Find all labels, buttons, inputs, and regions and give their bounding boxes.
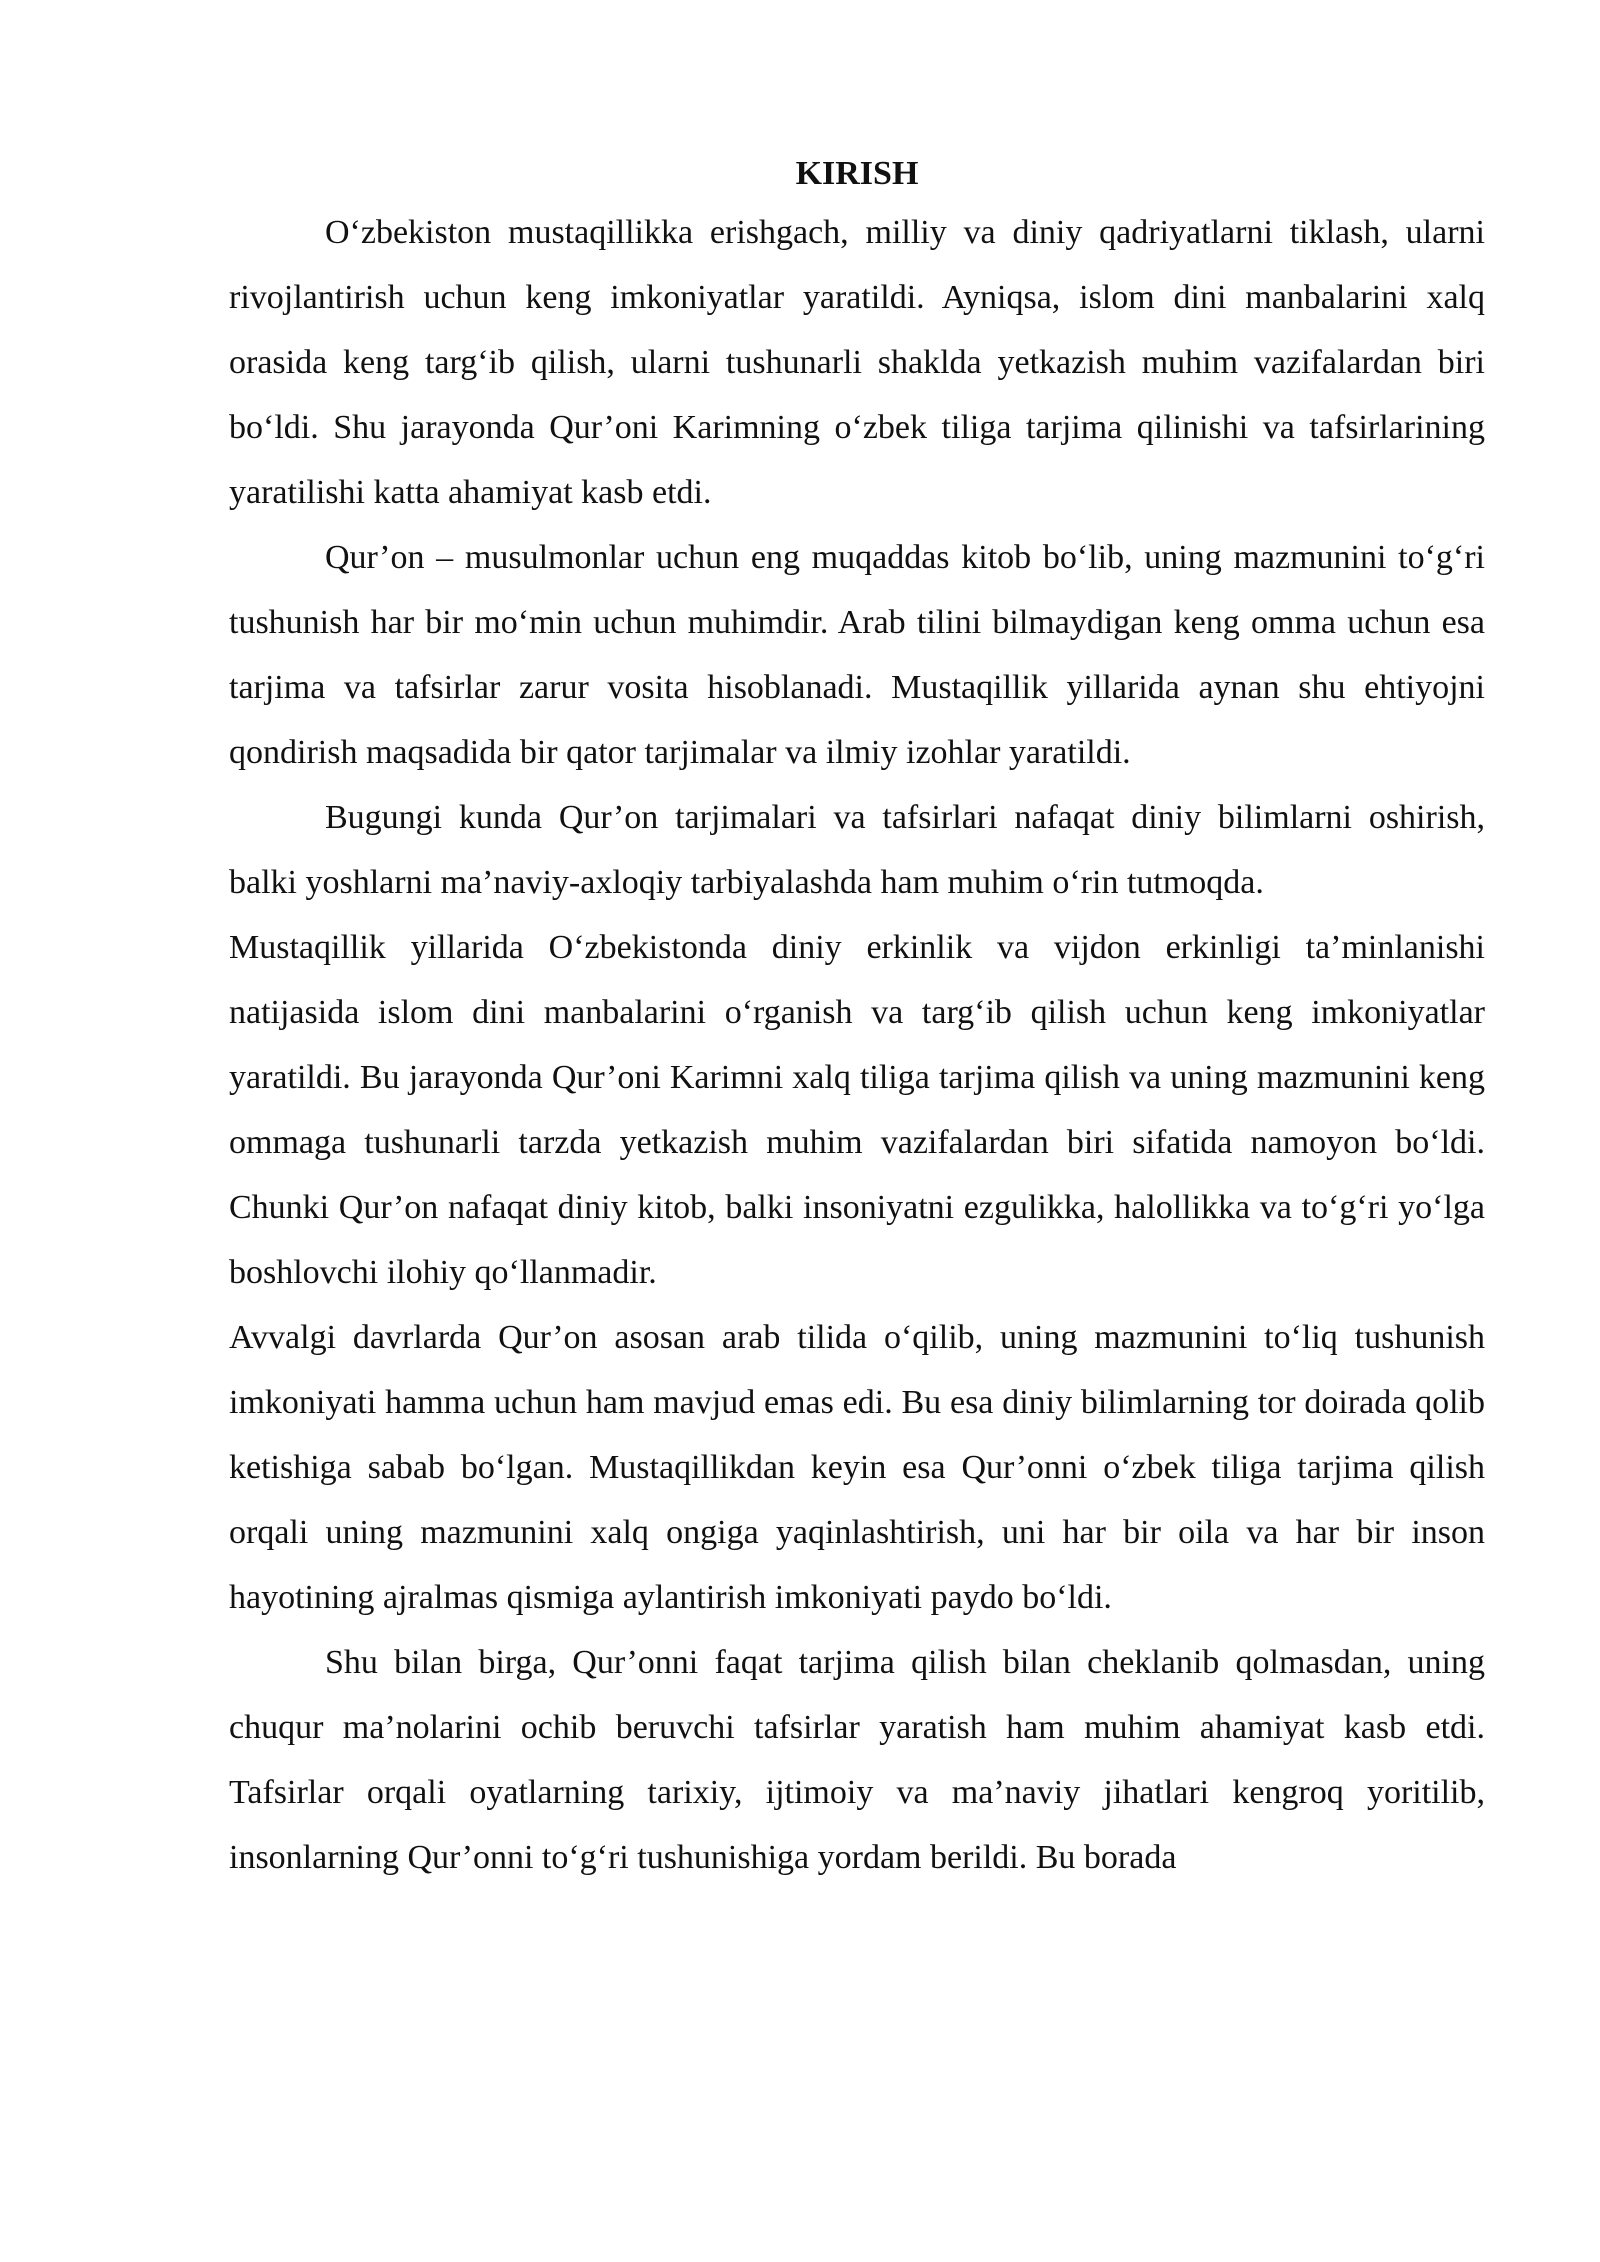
paragraph: Bugungi kunda Qur’on tarjimalari va tafsirlari nafaqat diniy bilimlarni oshirish, balki yoshlarni ma’naviy-axloqiy tarbiyalashda ham muhim o‘rin tutmoqda. <box>229 799 1485 901</box>
paragraph: O‘zbekiston mustaqillikka erishgach, milliy va diniy qadriyatlarni tiklash, ularni rivojlantirish uchun keng imkoniyatlar yaratildi. Ayniqsa, islom dini manbalarini xalq orasida keng targ‘ib qilish, ularni tushunarli shaklda yetkazish muhim vazifalardan biri bo‘ldi. Shu jarayonda Qur’oni Karimning o‘zbek tiliga tarjima qilinishi va tafsirlarining yaratilishi katta ahamiyat kasb etdi. <box>229 214 1485 511</box>
paragraph: Shu bilan birga, Qur’onni faqat tarjima qilish bilan cheklanib qolmasdan, uning chuqur ma’nolarini ochib beruvchi tafsirlar yaratish ham muhim ahamiyat kasb etdi. Tafsirlar orqali oyatlarning tarixiy, ijtimoiy va ma’naviy jihatlari kengroq yoritilib, insonlarning Qur’onni to‘g‘ri tushunishiga yordam berildi. Bu borada <box>229 1644 1485 1876</box>
paragraph: Qur’on – musulmonlar uchun eng muqaddas kitob bo‘lib, uning mazmunini to‘g‘ri tushunish har bir mo‘min uchun muhimdir. Arab tilini bilmaydigan keng omma uchun esa tarjima va tafsirlar zarur vosita hisoblanadi. Mustaqillik yillarida aynan shu ehtiyojni qondirish maqsadida bir qator tarjimalar va ilmiy izohlar yaratildi. <box>229 539 1485 771</box>
paragraph: Avvalgi davrlarda Qur’on asosan arab tilida o‘qilib, uning mazmunini to‘liq tushunish imkoniyati hamma uchun ham mavjud emas edi. Bu esa diniy bilimlarning tor doirada qolib ketishiga sabab bo‘lgan. Mustaqillikdan keyin esa Qur’onni o‘zbek tiliga tarjima qilish orqali uning mazmunini xalq ongiga yaqinlashtirish, uni har bir oila va har bir inson hayotining ajralmas qismiga aylantirish imkoniyati paydo bo‘ldi. <box>229 1319 1485 1616</box>
paragraph: Mustaqillik yillarida O‘zbekistonda diniy erkinlik va vijdon erkinligi ta’minlanishi natijasida islom dini manbalarini o‘rganish va targ‘ib qilish uchun keng imkoniyatlar yaratildi. Bu jarayonda Qur’oni Karimni xalq tiliga tarjima qilish va uning mazmunini keng ommaga tushunarli tarzda yetkazish muhim vazifalardan biri sifatida namoyon bo‘ldi. Chunki Qur’on nafaqat diniy kitob, balki insoniyatni ezgulikka, halollikka va to‘g‘ri yo‘lga boshlovchi ilohiy qo‘llanmadir. <box>229 929 1485 1291</box>
document-page <box>229 148 1485 1890</box>
page-title: KIRISH <box>795 155 919 192</box>
